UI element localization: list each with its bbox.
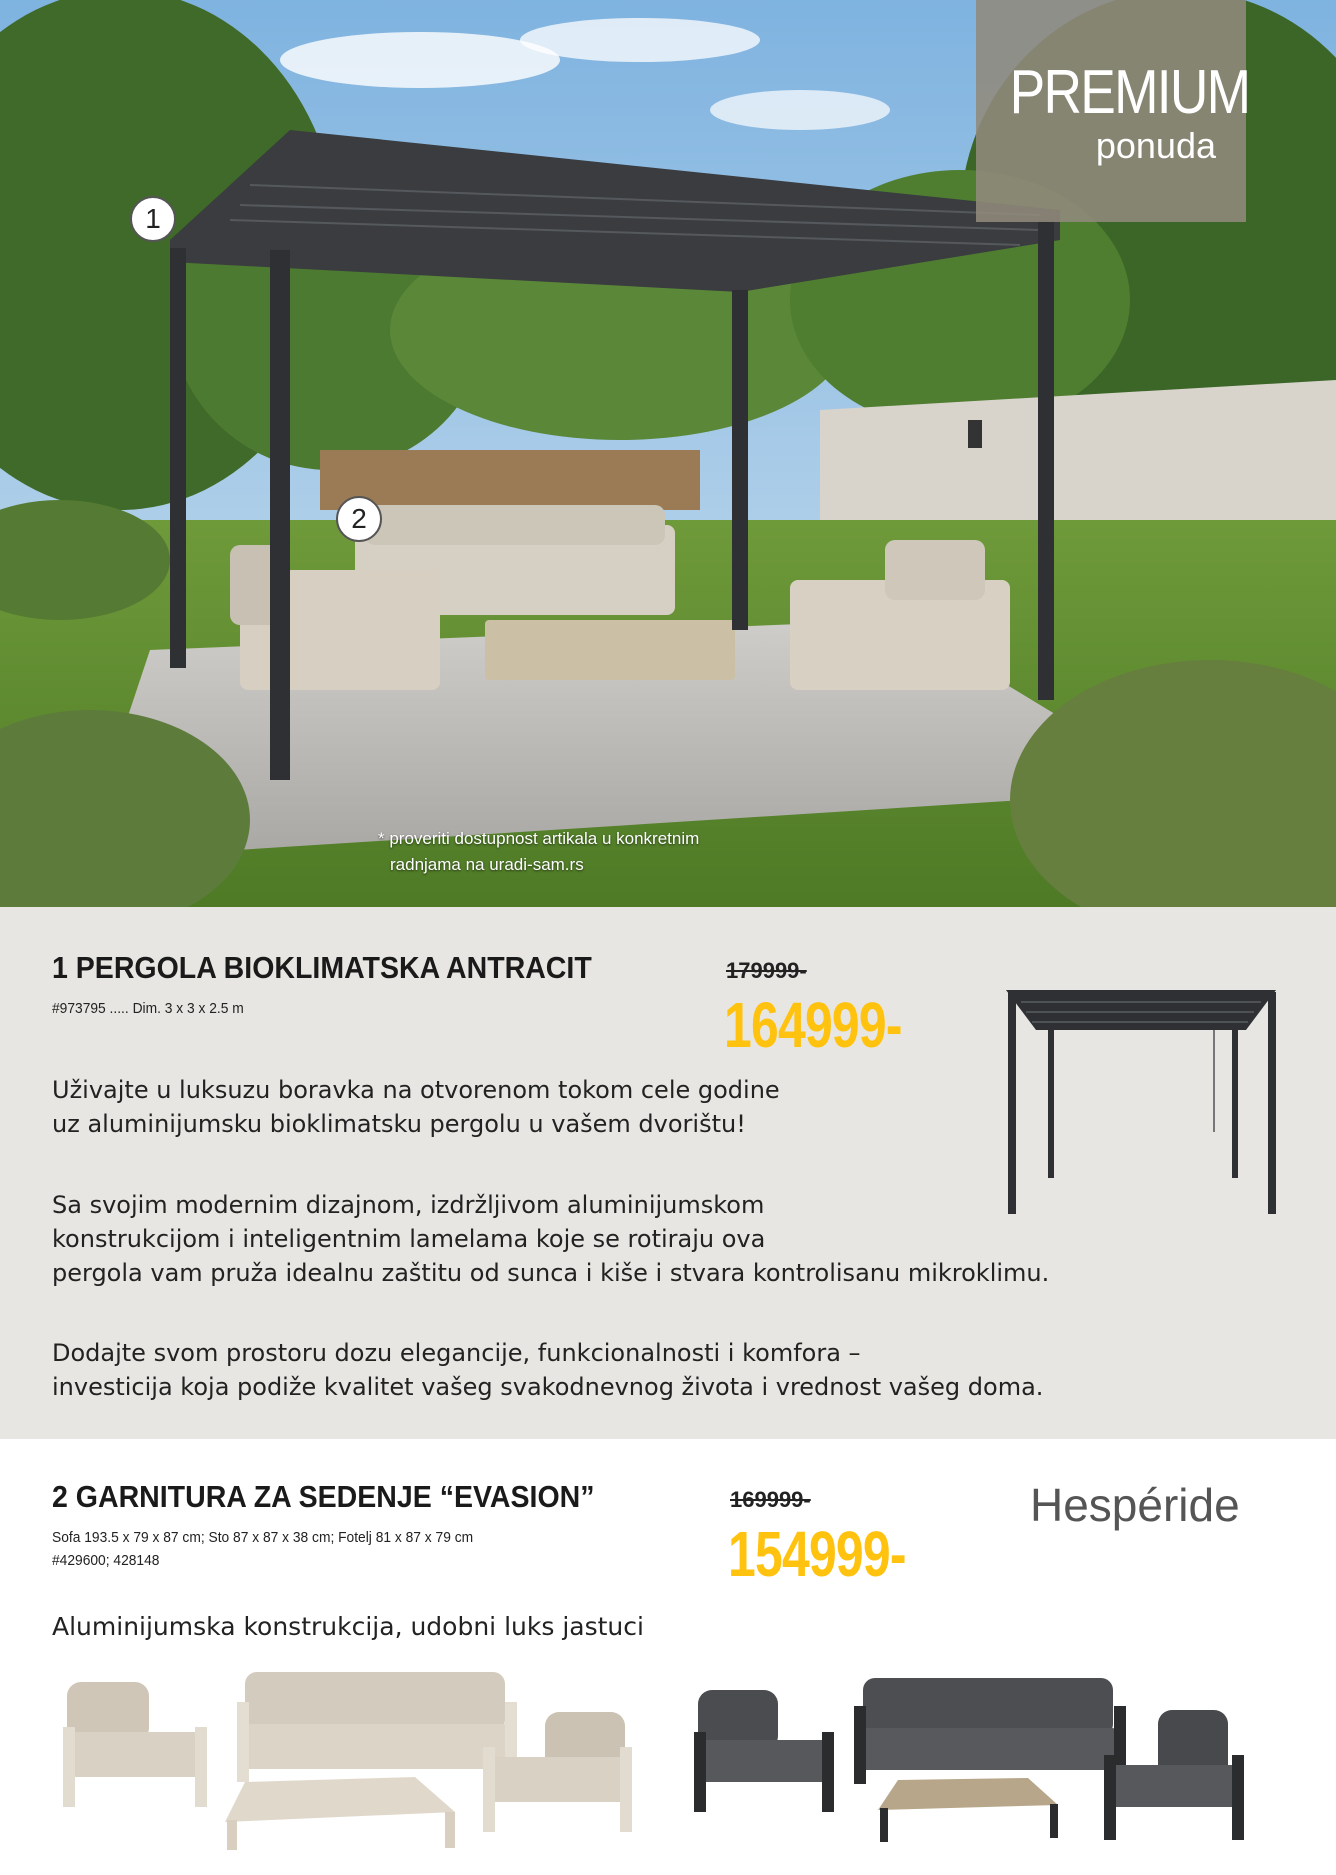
- badge-title: PREMIUM: [1009, 58, 1250, 127]
- product-1-paragraph-3: [52, 1336, 1043, 1404]
- brand-name: Hespéride: [1030, 1479, 1240, 1531]
- product-2-spec-dimensions: Sofa 193.5 x 79 x 87 cm; Sto 87 x 87 x 38 cm; Fotelj 81 x 87 x 79 cm: [52, 1529, 474, 1546]
- product-1-spec: #973795 ..... Dim. 3 x 3 x 2.5 m: [52, 1000, 244, 1017]
- paragraph-line: uz aluminijumsku bioklimatsku pergolu u vašem dvorištu!: [52, 1110, 746, 1138]
- availability-note: [378, 826, 808, 878]
- product-1-old-price: 179999-: [726, 958, 807, 983]
- paragraph-line: Dodajte svom prostoru dozu elegancije, funkcionalnosti i komfora –: [52, 1339, 861, 1367]
- beige-furniture-set-image: [55, 1662, 645, 1862]
- marker-2: 2: [336, 496, 382, 542]
- paragraph-line: Sa svojim modernim dizajnom, izdržljivom aluminijumskom: [52, 1191, 765, 1219]
- badge-subtitle: ponuda: [1095, 125, 1216, 166]
- product-2-old-price: 169999-: [730, 1487, 811, 1512]
- product-2-title: 2 GARNITURA ZA SEDENJE “EVASION”: [52, 1479, 595, 1514]
- product-2-description: Aluminijumska konstrukcija, udobni luks jastuci: [52, 1612, 644, 1641]
- grey-furniture-set-image: [688, 1670, 1248, 1850]
- product-2-price: 154999-: [728, 1518, 906, 1590]
- paragraph-line: Uživajte u luksuzu boravka na otvorenom tokom cele godine: [52, 1076, 780, 1104]
- product-1-paragraph-2: [52, 1188, 1049, 1290]
- note-line-1: * proveriti dostupnost artikala u konkretnim: [378, 829, 700, 848]
- product-2-spec-codes: #429600; 428148: [52, 1552, 160, 1569]
- premium-badge: [976, 0, 1250, 222]
- paragraph-line: investicija koja podiže kvalitet vašeg svakodnevnog života i vrednost vašeg doma.: [52, 1373, 1044, 1401]
- paragraph-line: konstrukcijom i inteligentnim lamelama koje se rotiraju ova: [52, 1225, 766, 1253]
- note-line-2: radnjama na uradi-sam.rs: [390, 855, 584, 874]
- brand-logo: [1030, 1478, 1240, 1532]
- product-1-title: 1 PERGOLA BIOKLIMATSKA ANTRACIT: [52, 950, 592, 985]
- product-1-price: 164999-: [724, 989, 902, 1061]
- marker-1: 1: [130, 196, 176, 242]
- paragraph-line: pergola vam pruža idealnu zaštitu od sunca i kiše i stvara kontrolisanu mikroklimu.: [52, 1259, 1050, 1287]
- product-1-paragraph-1: [52, 1073, 780, 1141]
